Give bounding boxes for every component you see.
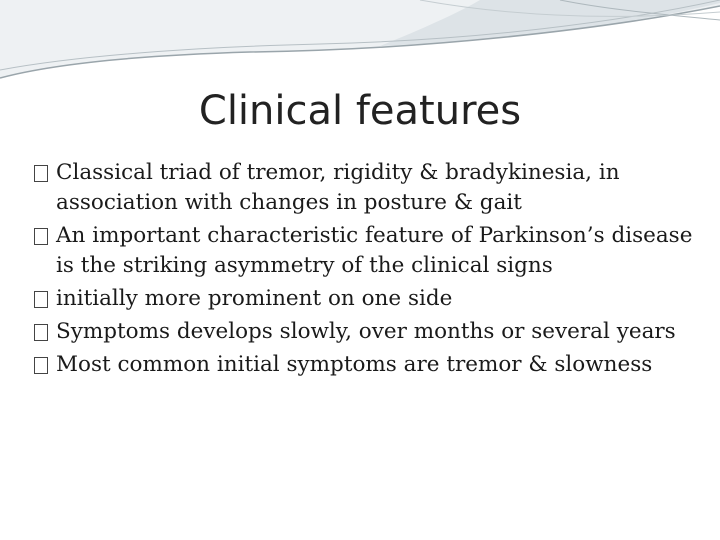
bullet-item <box>34 158 704 218</box>
bullet-item <box>34 317 704 347</box>
bullet-item <box>34 221 704 281</box>
slide-title: Clinical features <box>198 88 522 134</box>
bullet-box-icon <box>34 357 48 374</box>
bullet-item <box>34 284 704 314</box>
header-wave-decoration <box>0 0 720 90</box>
bullet-item <box>34 350 704 380</box>
bullet-box-icon <box>34 291 48 308</box>
bullet-text: Classical triad of tremor, rigidity & bradykinesia, in association with changes in posture & gait <box>56 160 620 215</box>
bullet-text: An important characteristic feature of Parkinson’s disease is the striking asymmetry of the clinical signs <box>56 223 693 278</box>
bullet-text: Symptoms develops slowly, over months or several years <box>56 319 676 344</box>
bullet-box-icon <box>34 228 48 245</box>
bullet-box-icon <box>34 324 48 341</box>
bullet-box-icon <box>34 165 48 182</box>
bullet-list <box>34 158 704 383</box>
bullet-text: Most common initial symptoms are tremor & slowness <box>56 352 653 377</box>
bullet-text: initially more prominent on one side <box>56 286 453 311</box>
